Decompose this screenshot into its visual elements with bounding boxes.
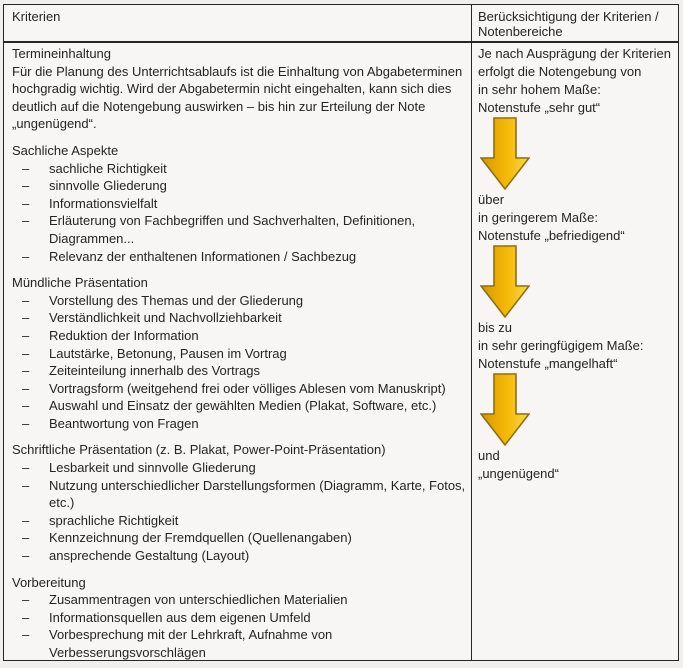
bullet-dash: – (22, 548, 30, 564)
list-item (12, 547, 467, 565)
list-item (12, 327, 467, 345)
section-muendliche-praesentation (12, 274, 467, 432)
list-item (12, 195, 467, 213)
grading-cell (472, 43, 678, 660)
grade-line: erfolgt die Notengebung von (478, 64, 642, 79)
grade-line: Je nach Ausprägung der Kriterien (478, 46, 671, 61)
bullet-dash: – (22, 195, 30, 211)
list-item (12, 362, 467, 380)
list-item (12, 512, 467, 530)
list-item-text: sprachliche Richtigkeit (49, 512, 179, 528)
list-item (12, 160, 467, 178)
list-item-text: Lautstärke, Betonung, Pausen im Vortrag (49, 345, 287, 361)
down-arrow-icon (480, 373, 530, 447)
bullet-dash: – (22, 609, 30, 625)
down-arrow-icon (480, 245, 530, 319)
bullet-dash: – (22, 213, 30, 229)
list-item (12, 380, 467, 398)
section-title: Termineinhaltung (12, 46, 112, 61)
bullet-dash: – (22, 380, 30, 396)
down-arrow-icon (480, 117, 530, 191)
list-item-text: Beantwortung von Fragen (49, 415, 199, 431)
list-item-text: Relevanz der enthaltenen Informationen / Sachbezug (49, 248, 357, 264)
list-item (12, 309, 467, 327)
bullet-dash: – (22, 248, 30, 264)
list-item (12, 397, 467, 415)
list-item (12, 177, 467, 195)
criteria-table (3, 4, 679, 661)
table-header-row (4, 5, 678, 43)
grade-line: Notenstufe „sehr gut“ (478, 100, 601, 115)
list-item-text: sachliche Richtigkeit (49, 160, 167, 176)
list-item (12, 591, 467, 609)
bullet-dash: – (22, 460, 30, 476)
bullet-dash: – (22, 310, 30, 326)
list-item-text: sinnvolle Gliederung (49, 178, 167, 194)
list-item-text: Auswahl und Einsatz der gewählten Medien (Plakat, Software, etc.) (49, 398, 437, 414)
list-item-text: Erläuterung von Fachbegriffen und Sachverhalten, Definitionen, Diagrammen... (49, 213, 416, 246)
section-sachliche-aspekte (12, 142, 467, 265)
bullet-dash: – (22, 363, 30, 379)
list-item-text: Informationsquellen aus dem eigenen Umfeld (49, 609, 311, 625)
bullet-dash: – (22, 512, 30, 528)
bullet-dash: – (22, 160, 30, 176)
grade-line: „ungenügend“ (478, 466, 559, 481)
list-item-text: Reduktion der Information (49, 327, 199, 343)
list-item-text: Zeiteinteilung innerhalb des Vortrags (49, 363, 261, 379)
section-schriftliche-praesentation (12, 441, 467, 564)
list-item (12, 415, 467, 433)
bullet-dash: – (22, 178, 30, 194)
table-body-row (4, 43, 678, 660)
bullet-dash: – (22, 398, 30, 414)
criteria-cell (4, 43, 472, 660)
list-item (12, 609, 467, 627)
grade-line: Notenstufe „mangelhaft“ (478, 356, 618, 371)
list-item (12, 248, 467, 266)
list-item-text: ansprechende Gestaltung (Layout) (49, 548, 250, 564)
header-cell-notenbereiche: Berücksichtigung der Kriterien / Notenbereiche (478, 9, 659, 39)
grade-line: bis zu (478, 320, 512, 335)
grade-line: Notenstufe „befriedigend“ (478, 228, 625, 243)
list-item-text: Nutzung unterschiedlicher Darstellungsformen (Diagramm, Karte, Fotos, etc.) (49, 477, 466, 511)
bullet-dash: – (22, 327, 30, 343)
section-termineinhaltung (12, 45, 467, 133)
grade-block-ungenuegend (478, 447, 676, 483)
list-item (12, 292, 467, 310)
grade-block-befriedigend (478, 191, 676, 245)
bullet-dash: – (22, 345, 30, 361)
list-item-text: Informationsvielfalt (49, 195, 158, 211)
bullet-dash: – (22, 592, 30, 608)
bullet-dash: – (22, 477, 30, 493)
list-item-text: Verständlichkeit und Nachvollziehbarkeit (49, 310, 282, 326)
list-item (12, 345, 467, 363)
section-paragraph: Für die Planung des Unterrichtsablaufs ist die Einhaltung von Abgabeterminen hochgradig wichtig. Wird der Abgabetermin nicht eingehalten, kann sich dies deutlich auf die Notengebung auswirken – bis hin zur Erteilung der Note „ungenügend“. (12, 63, 463, 132)
list-item (12, 477, 467, 512)
bullet-dash: – (22, 627, 30, 643)
list-item (12, 626, 467, 661)
grade-line: in sehr hohem Maße: (478, 82, 601, 97)
section-title: Mündliche Präsentation (12, 275, 148, 291)
bullet-dash: – (22, 292, 30, 308)
section-vorbereitung (12, 574, 467, 662)
list-item-text: Vortragsform (weitgehend frei oder völliges Ablesen vom Manuskript) (49, 380, 446, 396)
bullet-dash: – (22, 530, 30, 546)
list-item-text: Lesbarkeit und sinnvolle Gliederung (49, 460, 256, 476)
grade-line: über (478, 192, 505, 207)
header-cell-kriterien: Kriterien (4, 5, 472, 41)
list-item-text: Zusammentragen von unterschiedlichen Materialien (49, 592, 348, 608)
list-item (12, 212, 467, 247)
list-item (12, 529, 467, 547)
grade-line: in sehr geringfügigem Maße: (478, 338, 644, 353)
list-item (12, 459, 467, 477)
list-item-text: Kennzeichnung der Fremdquellen (Quellenangaben) (49, 530, 352, 546)
section-title: Vorbereitung (12, 574, 86, 590)
section-title: Schriftliche Präsentation (z. B. Plakat, Power-Point-Präsentation) (12, 442, 386, 458)
section-title: Sachliche Aspekte (12, 142, 119, 158)
grade-line: und (478, 448, 500, 463)
grade-block-sehr-gut (478, 45, 676, 117)
grade-block-mangelhaft (478, 319, 676, 373)
grade-line: in geringerem Maße: (478, 210, 598, 225)
list-item-text: Vorstellung des Themas und der Gliederung (49, 292, 304, 308)
bullet-dash: – (22, 415, 30, 431)
list-item-text: Vorbesprechung mit der Lehrkraft, Aufnahme von Verbesserungsvorschlägen (49, 627, 333, 660)
